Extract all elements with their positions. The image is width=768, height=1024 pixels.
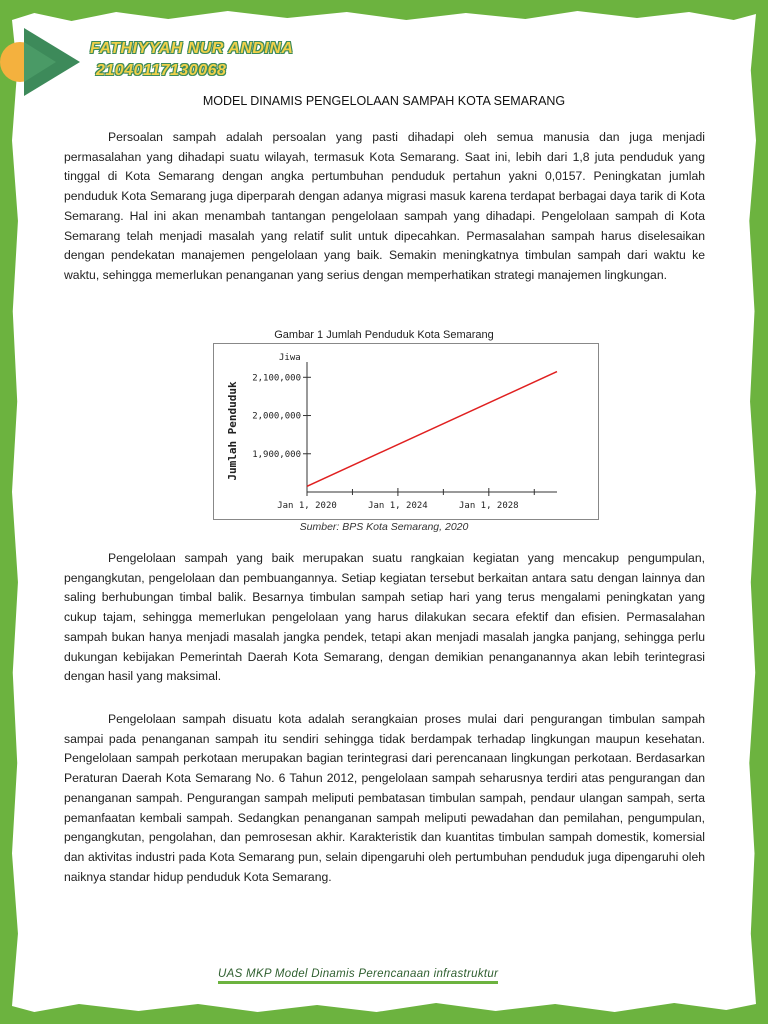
y-tick-label: 1,900,000 [252,449,301,460]
paragraph-3: Pengelolaan sampah disuatu kota adalah serangkaian proses mulai dari pengurangan timbulan sampah sampai pada penanganan sampah itu sendiri sehingga tidak berdampak terhadap lingkungan maupun kesehatan. Pengelolaan sampah perkotaan merupakan bagian terintegrasi dari perencanaan lingkungan perkotaan. Berdasarkan Peraturan Daerah Kota Semarang No. 6 Tahun 2012, pengelolaan sampah seharusnya terdiri atas pengurangan dan penanganan sampah. Pengurangan sampah meliputi pembatasan timbulan sampah, pendaur ulangan sampah, serta pemanfaatan kembali sampah. Sedangkan penanganan sampah meliputi pewadahan dan pemilahan, pengumpulan, pengangkutan, pengolahan, dan pemrosesan akhir. Karakteristik dan kuantitas timbulan sampah domestik, komersial dan aktivitas industri pada Kota Semarang pun, selain dipengaruhi oleh pertumbuhan penduduk juga dipengaruhi oleh naiknya standar hidup penduduk Kota Semarang. [64,712,705,884]
document-title: MODEL DINAMIS PENGELOLAAN SAMPAH KOTA SEMARANG [202,94,566,108]
series-line-population [307,372,557,487]
figure-caption: Gambar 1 Jumlah Penduduk Kota Semarang [274,329,494,341]
y-unit-label: Jiwa [279,353,301,363]
paragraph-1: Persoalan sampah adalah persoalan yang pasti dihadapi oleh semua manusia dan juga menjadi permasalahan yang dihadapi suatu wilayah, termasuk Kota Semarang. Saat ini, lebih dari 1,8 juta penduduk yang tinggal di Kota Semarang dengan angka pertumbuhan penduduk pertahun yakni 0,0157. Peningkatan jumlah penduduk Kota Semarang juga diperparah dengan adanya migrasi masuk karena terdapat berbagai daya tarik di Kota Semarang. Hal ini akan menambah tantangan pengelolaan sampah yang dihadapi. Pengelolaan sampah di Kota Semarang telah menjadi masalah yang relatif sulit untuk dipecahkan. Permasalahan sampah harus diselesaikan dengan pendekatan manajemen pengelolaan yang baik. Semakin meningkatnya timbulan sampah dari waktu ke waktu, sehingga memerlukan penanganan yang serius dengan memperhatikan strategi manajemen lingkungan. [64,130,705,282]
x-tick-label: Jan 1, 2028 [459,501,519,511]
x-tick-label: Jan 1, 2024 [368,501,428,511]
paragraph-2: Pengelolaan sampah yang baik merupakan suatu rangkaian kegiatan yang mencakup pengumpulan, pengangkutan, pengelolaan dan pembuangannya. Setiap kegiatan tersebut berkaitan antara satu dengan lainnya dan saling berhubungan timbal balik. Besarnya timbulan sampah setiap hari yang terus mengalami peningkatan yang cukup tajam, sehingga memerlukan pengelolaan yang harus dilakukan secara efektif dan efisien. Permasalahan sampah bukan hanya menjadi masalah jangka pendek, tetapi akan menjadi masalah jangka panjang, sehingga perlu dukungan kebijakan Pemerintah Daerah Kota Semarang, dengan demikian penanganannya akan lebih terintegrasi dengan hasil yang maksimal. [64,551,705,684]
population-chart [213,343,599,520]
axis-ticks [252,373,534,511]
student-id: 21040117130068 [96,62,227,79]
triangle-inner-decoration [24,42,56,82]
author-name: FATHIYYAH NUR ANDINA [90,40,294,57]
chart-svg [214,344,598,519]
x-tick-label: Jan 1, 2020 [277,501,337,511]
figure-source: Sumber: BPS Kota Semarang, 2020 [299,521,469,533]
y-tick-label: 2,000,000 [252,411,301,422]
footer-text: UAS MKP Model Dinamis Perencanaan infrastruktur [218,968,498,984]
y-tick-label: 2,100,000 [252,373,301,384]
y-axis-label: Jumlah Penduduk [226,381,239,481]
